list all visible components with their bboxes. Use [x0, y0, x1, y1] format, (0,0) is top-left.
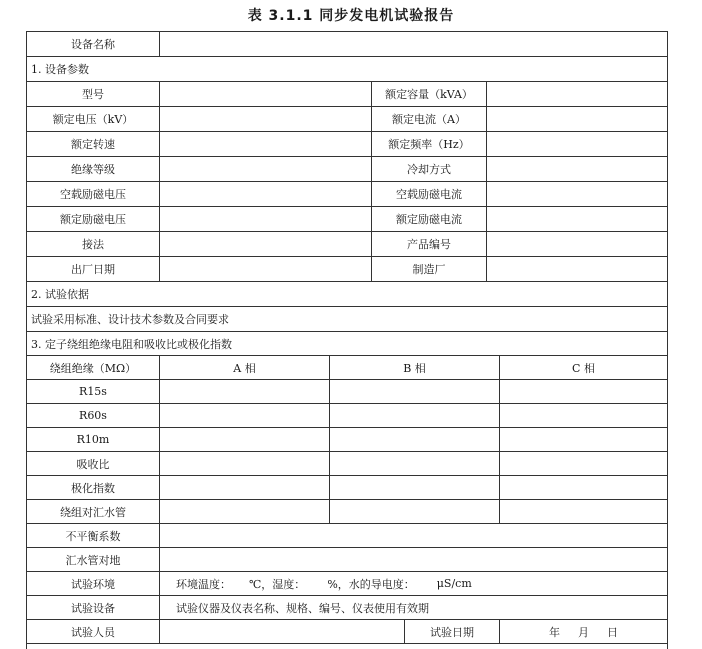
- unbalance-value[interactable]: [160, 524, 667, 547]
- param-label: 型号: [27, 82, 160, 106]
- param-value[interactable]: [487, 107, 667, 131]
- param-label: 额定容量（kVA）: [372, 82, 487, 106]
- section-3-heading: 3. 定子绕组绝缘电阻和吸收比或极化指数: [31, 337, 232, 351]
- device-name-row: [27, 32, 667, 57]
- phase-c-value[interactable]: [500, 404, 667, 427]
- param-value[interactable]: [160, 107, 372, 131]
- insulation-row-label: R15s: [27, 380, 160, 403]
- equipment-label: 试验设备: [27, 596, 160, 619]
- param-value[interactable]: [160, 182, 372, 206]
- param-row: [27, 82, 667, 107]
- param-label: 接法: [27, 232, 160, 256]
- param-label: 空载励磁电流: [372, 182, 487, 206]
- year-label: 年: [549, 625, 560, 639]
- device-name-value[interactable]: [160, 32, 667, 56]
- param-row: [27, 157, 667, 182]
- param-value[interactable]: [160, 207, 372, 231]
- insulation-row: [27, 476, 667, 500]
- insulation-row: [27, 404, 667, 428]
- conductivity-unit: μS/cm: [436, 577, 472, 590]
- insulation-row-label: 吸收比: [27, 452, 160, 475]
- param-label: 制造厂: [372, 257, 487, 281]
- insulation-row-label: 绕组对汇水管: [27, 500, 160, 523]
- param-row: [27, 182, 667, 207]
- header-ground-value[interactable]: [160, 548, 667, 571]
- phase-b-value[interactable]: [330, 404, 500, 427]
- environment-value: [160, 572, 667, 595]
- temp-unit-humidity-label: ℃，湿度：: [249, 577, 306, 591]
- param-value[interactable]: [487, 82, 667, 106]
- phase-b-value[interactable]: [330, 452, 500, 475]
- param-value[interactable]: [487, 182, 667, 206]
- phase-a-value[interactable]: [160, 428, 330, 451]
- basis-row: [27, 307, 667, 332]
- insulation-header: 绕组绝缘（MΩ）: [27, 356, 160, 379]
- phase-a-value[interactable]: [160, 476, 330, 499]
- param-label: 额定转速: [27, 132, 160, 156]
- day-label: 日: [607, 625, 618, 639]
- param-label: 额定频率（Hz）: [372, 132, 487, 156]
- insulation-row: [27, 500, 667, 524]
- insulation-row-label: R60s: [27, 404, 160, 427]
- param-value[interactable]: [487, 257, 667, 281]
- param-value[interactable]: [487, 132, 667, 156]
- phase-b-header: B 相: [330, 356, 500, 379]
- environment-label: 试验环境: [27, 572, 160, 595]
- equipment-row: [27, 596, 667, 620]
- phase-a-value[interactable]: [160, 404, 330, 427]
- section-1-row: [27, 57, 667, 82]
- phase-b-value[interactable]: [330, 428, 500, 451]
- phase-c-value[interactable]: [500, 500, 667, 523]
- param-row: [27, 232, 667, 257]
- param-value[interactable]: [160, 157, 372, 181]
- param-label: 出厂日期: [27, 257, 160, 281]
- param-value[interactable]: [160, 82, 372, 106]
- section-2-heading: 2. 试验依据: [31, 288, 89, 301]
- param-label: 额定励磁电流: [372, 207, 487, 231]
- param-label: 产品编号: [372, 232, 487, 256]
- param-value[interactable]: [160, 132, 372, 156]
- phase-a-header: A 相: [160, 356, 330, 379]
- param-label: 额定励磁电压: [27, 207, 160, 231]
- unbalance-label: 不平衡系数: [27, 524, 160, 547]
- phase-b-value[interactable]: [330, 476, 500, 499]
- environment-row: [27, 572, 667, 596]
- phase-c-value[interactable]: [500, 428, 667, 451]
- test-date-label: 试验日期: [405, 620, 500, 643]
- section-1-heading: 1. 设备参数: [31, 63, 89, 76]
- report-title: 表 3.1.1 同步发电机试验报告: [247, 8, 455, 24]
- insulation-row: [27, 380, 667, 404]
- phase-c-value[interactable]: [500, 476, 667, 499]
- phase-c-value[interactable]: [500, 380, 667, 403]
- insulation-row: [27, 452, 667, 476]
- param-row: [27, 207, 667, 232]
- section-3-row: [27, 332, 667, 356]
- param-value[interactable]: [487, 232, 667, 256]
- param-label: 空载励磁电压: [27, 182, 160, 206]
- param-label: 额定电压（kV）: [27, 107, 160, 131]
- phase-c-header: C 相: [572, 361, 595, 375]
- temp-label: 环境温度：: [176, 577, 231, 591]
- personnel-label: 试验人员: [27, 620, 160, 643]
- param-label: 额定电流（A）: [372, 107, 487, 131]
- test-date-value[interactable]: [500, 620, 667, 643]
- param-value[interactable]: [160, 257, 372, 281]
- phase-c-value[interactable]: [500, 452, 667, 475]
- param-value[interactable]: [487, 207, 667, 231]
- param-row: [27, 107, 667, 132]
- param-label: 冷却方式: [372, 157, 487, 181]
- insulation-header-row: [27, 356, 667, 380]
- report-table: [26, 31, 668, 649]
- phase-a-value[interactable]: [160, 380, 330, 403]
- personnel-value[interactable]: [160, 620, 405, 643]
- insulation-row-label: R10m: [27, 428, 160, 451]
- param-value[interactable]: [487, 157, 667, 181]
- device-name-label: 设备名称: [27, 32, 160, 56]
- phase-a-value[interactable]: [160, 452, 330, 475]
- insulation-row-label: 极化指数: [27, 476, 160, 499]
- header-ground-row: [27, 548, 667, 572]
- param-label: 绝缘等级: [27, 157, 160, 181]
- phase-a-value[interactable]: [160, 500, 330, 523]
- param-row: [27, 257, 667, 282]
- phase-b-value[interactable]: [330, 500, 500, 523]
- basis-text: 试验采用标准、设计技术参数及合同要求: [31, 313, 229, 326]
- equipment-text: 试验仪器及仪表名称、规格、编号、仪表使用有效期: [176, 601, 429, 615]
- unbalance-row: [27, 524, 667, 548]
- section-2-row: [27, 282, 667, 307]
- insulation-row: [27, 428, 667, 452]
- humidity-unit-conductivity-label: %，水的导电度：: [327, 577, 415, 591]
- personnel-row: [27, 620, 667, 644]
- phase-b-value[interactable]: [330, 380, 500, 403]
- header-ground-label: 汇水管对地: [27, 548, 160, 571]
- month-label: 月: [578, 625, 589, 639]
- param-row: [27, 132, 667, 157]
- param-value[interactable]: [160, 232, 372, 256]
